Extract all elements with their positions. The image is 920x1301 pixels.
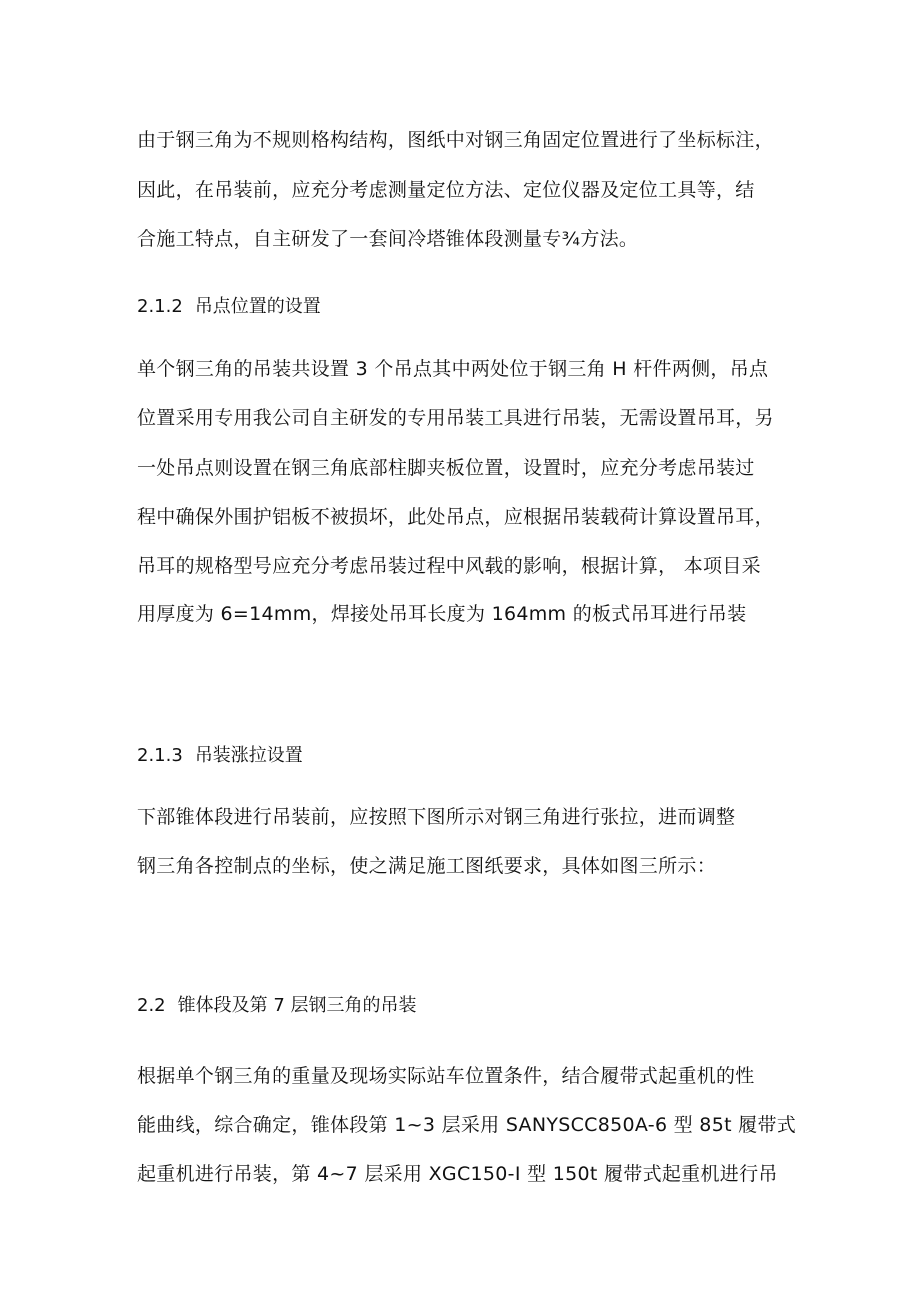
text-line: 因此，在吊装前，应充分考虑测量定位方法、定位仪器及定位工具等，结 [137,179,755,201]
text-line: 钢三角各控制点的坐标，使之满足施工图纸要求，具体如图三所示： [137,855,717,877]
section-title: 吊点位置的设置 [194,296,321,317]
section-heading-2-1-2 [137,294,321,320]
text-line: 单个钢三角的吊装共设置 3 个吊点其中两处位于钢三角 H 杆件两侧，吊点 [137,358,769,380]
section-number: 2.1.3 [137,745,183,766]
text-line: 吊耳的规格型号应充分考虑吊装过程中风载的影响，根据计算， 本项目采 [137,555,761,577]
section-number: 2.1.2 [137,296,183,317]
text-line: 下部锥体段进行吊装前，应按照下图所示对钢三角进行张拉，进而调整 [137,806,736,828]
text-line: 起重机进行吊装，第 4~7 层采用 XGC150-I 型 150t 履带式起重机进行吊 [137,1163,778,1185]
text-line: 根据单个钢三角的重量及现场实际站车位置条件，结合履带式起重机的性 [137,1065,755,1087]
section-title: 吊装涨拉设置 [194,745,303,766]
text-line: 一处吊点则设置在钢三角底部柱脚夹板位置，设置时，应充分考虑吊装过 [137,457,755,479]
text-line: 由于钢三角为不规则格构结构，图纸中对钢三角固定位置进行了坐标标注， [137,129,774,151]
text-line: 用厚度为 6=14mm，焊接处吊耳长度为 164mm 的板式吊耳进行吊装 [137,603,747,625]
text-line: 程中确保外围护铝板不被损坏，此处吊点，应根据吊装载荷计算设置吊耳， [137,506,774,528]
text-line: 能曲线，综合确定，锥体段第 1~3 层采用 SANYSCC850A-6 型 85t 履带式 [137,1114,797,1136]
section-heading-2-2 [137,993,417,1019]
text-line: 位置采用专用我公司自主研发的专用吊装工具进行吊装，无需设置吊耳，另 [137,407,774,429]
section-number: 2.2 [137,995,166,1016]
section-heading-2-1-3 [137,743,303,769]
text-line: 合施工特点，自主研发了一套间冷塔锥体段测量专¾方法。 [137,228,639,250]
section-title: 锥体段及第 7 层钢三角的吊装 [177,995,417,1016]
